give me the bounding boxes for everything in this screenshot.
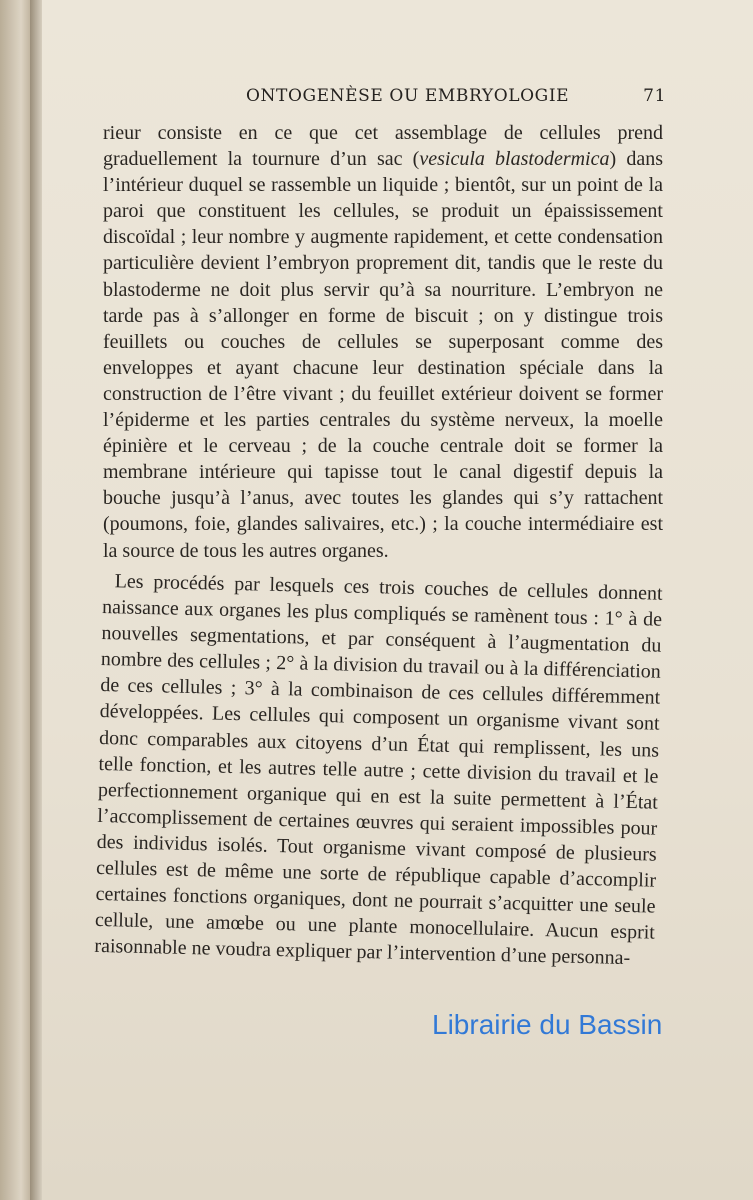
watermark-text: Librairie du Bassin [432, 1009, 663, 1040]
paragraph-2: Les procédés par lesquels ces trois couches de cellules donnent naissance aux organes les plus compliqués se ramènent tous : 1° à de nouvelles segmentations, et par conséquent à l’augmentation du nombre des cellules ; 2° à la division du travail ou à la différenciation de ces cellules ; 3° à la combinaison de ces cellules différemment développées. Les cellules qui composent un organisme vivant sont donc comparables aux citoyens d’un État qui remplissent, les uns telle fonction, et les autres telle autre ; cette division du travail et le perfectionnement organique qui en est la suite permettent à l’État l’accomplissement de certaines œuvres qui seraient impossibles pour des individus isolés. Tout organisme vivant composé de plusieurs cellules est de même une sorte de république capable d’accomplir certaines fonctions organiques, dont ne pourrait s’acquitter une seule cellule, une amœbe ou une plante monocellulaire. Aucun esprit raisonnable ne voudra expliquer par l’intervention d’une personna- [94, 569, 663, 969]
book-page [42, 0, 753, 1200]
paragraph-1-rest: ) dans l’intérieur duquel se rassemble un liquide ; bientôt, sur un point de la paroi que constituent les cellules, se produit un épaississement discoïdal ; leur nombre y augmente rapidement, et cette condensation particulière devient l’embryon proprement dit, tandis que le reste du blastoderme ne doit plus servir qu’à sa nourriture. L’embryon ne tarde pas à s’allonger en forme de biscuit ; on y distingue trois feuillets ou couches de cellules se superposant comme des enveloppes et ayant chacune leur destination spéciale dans la construction de l’être vivant ; du feuillet extérieur doivent se former l’épiderme et les parties centrales du système nerveux, la moelle épinière et le cerveau ; de la couche centrale doit se former la membrane intérieure qui tapisse tout le canal digestif depuis la bouche jusqu’à l’anus, avec toutes les glandes qui s’y rattachent (poumons, foie, glandes salivaires, etc.) ; la couche intermédiaire est la source de tous les autres organes. [103, 148, 663, 562]
paragraph-1-start: rieur consiste en ce que cet assemblage de cellules prend graduellement la tournure d’un sac ( [103, 122, 663, 171]
body-text [94, 120, 663, 969]
facing-page-edge [0, 0, 30, 1200]
latin-term: vesicula blastodermica [419, 148, 610, 171]
page-number: 71 [643, 86, 666, 106]
chapter-title: ONTOGENÈSE OU EMBRYOLOGIE [246, 86, 570, 106]
paragraph-1 [103, 120, 663, 564]
book-gutter [30, 0, 42, 1200]
running-head [246, 86, 666, 108]
